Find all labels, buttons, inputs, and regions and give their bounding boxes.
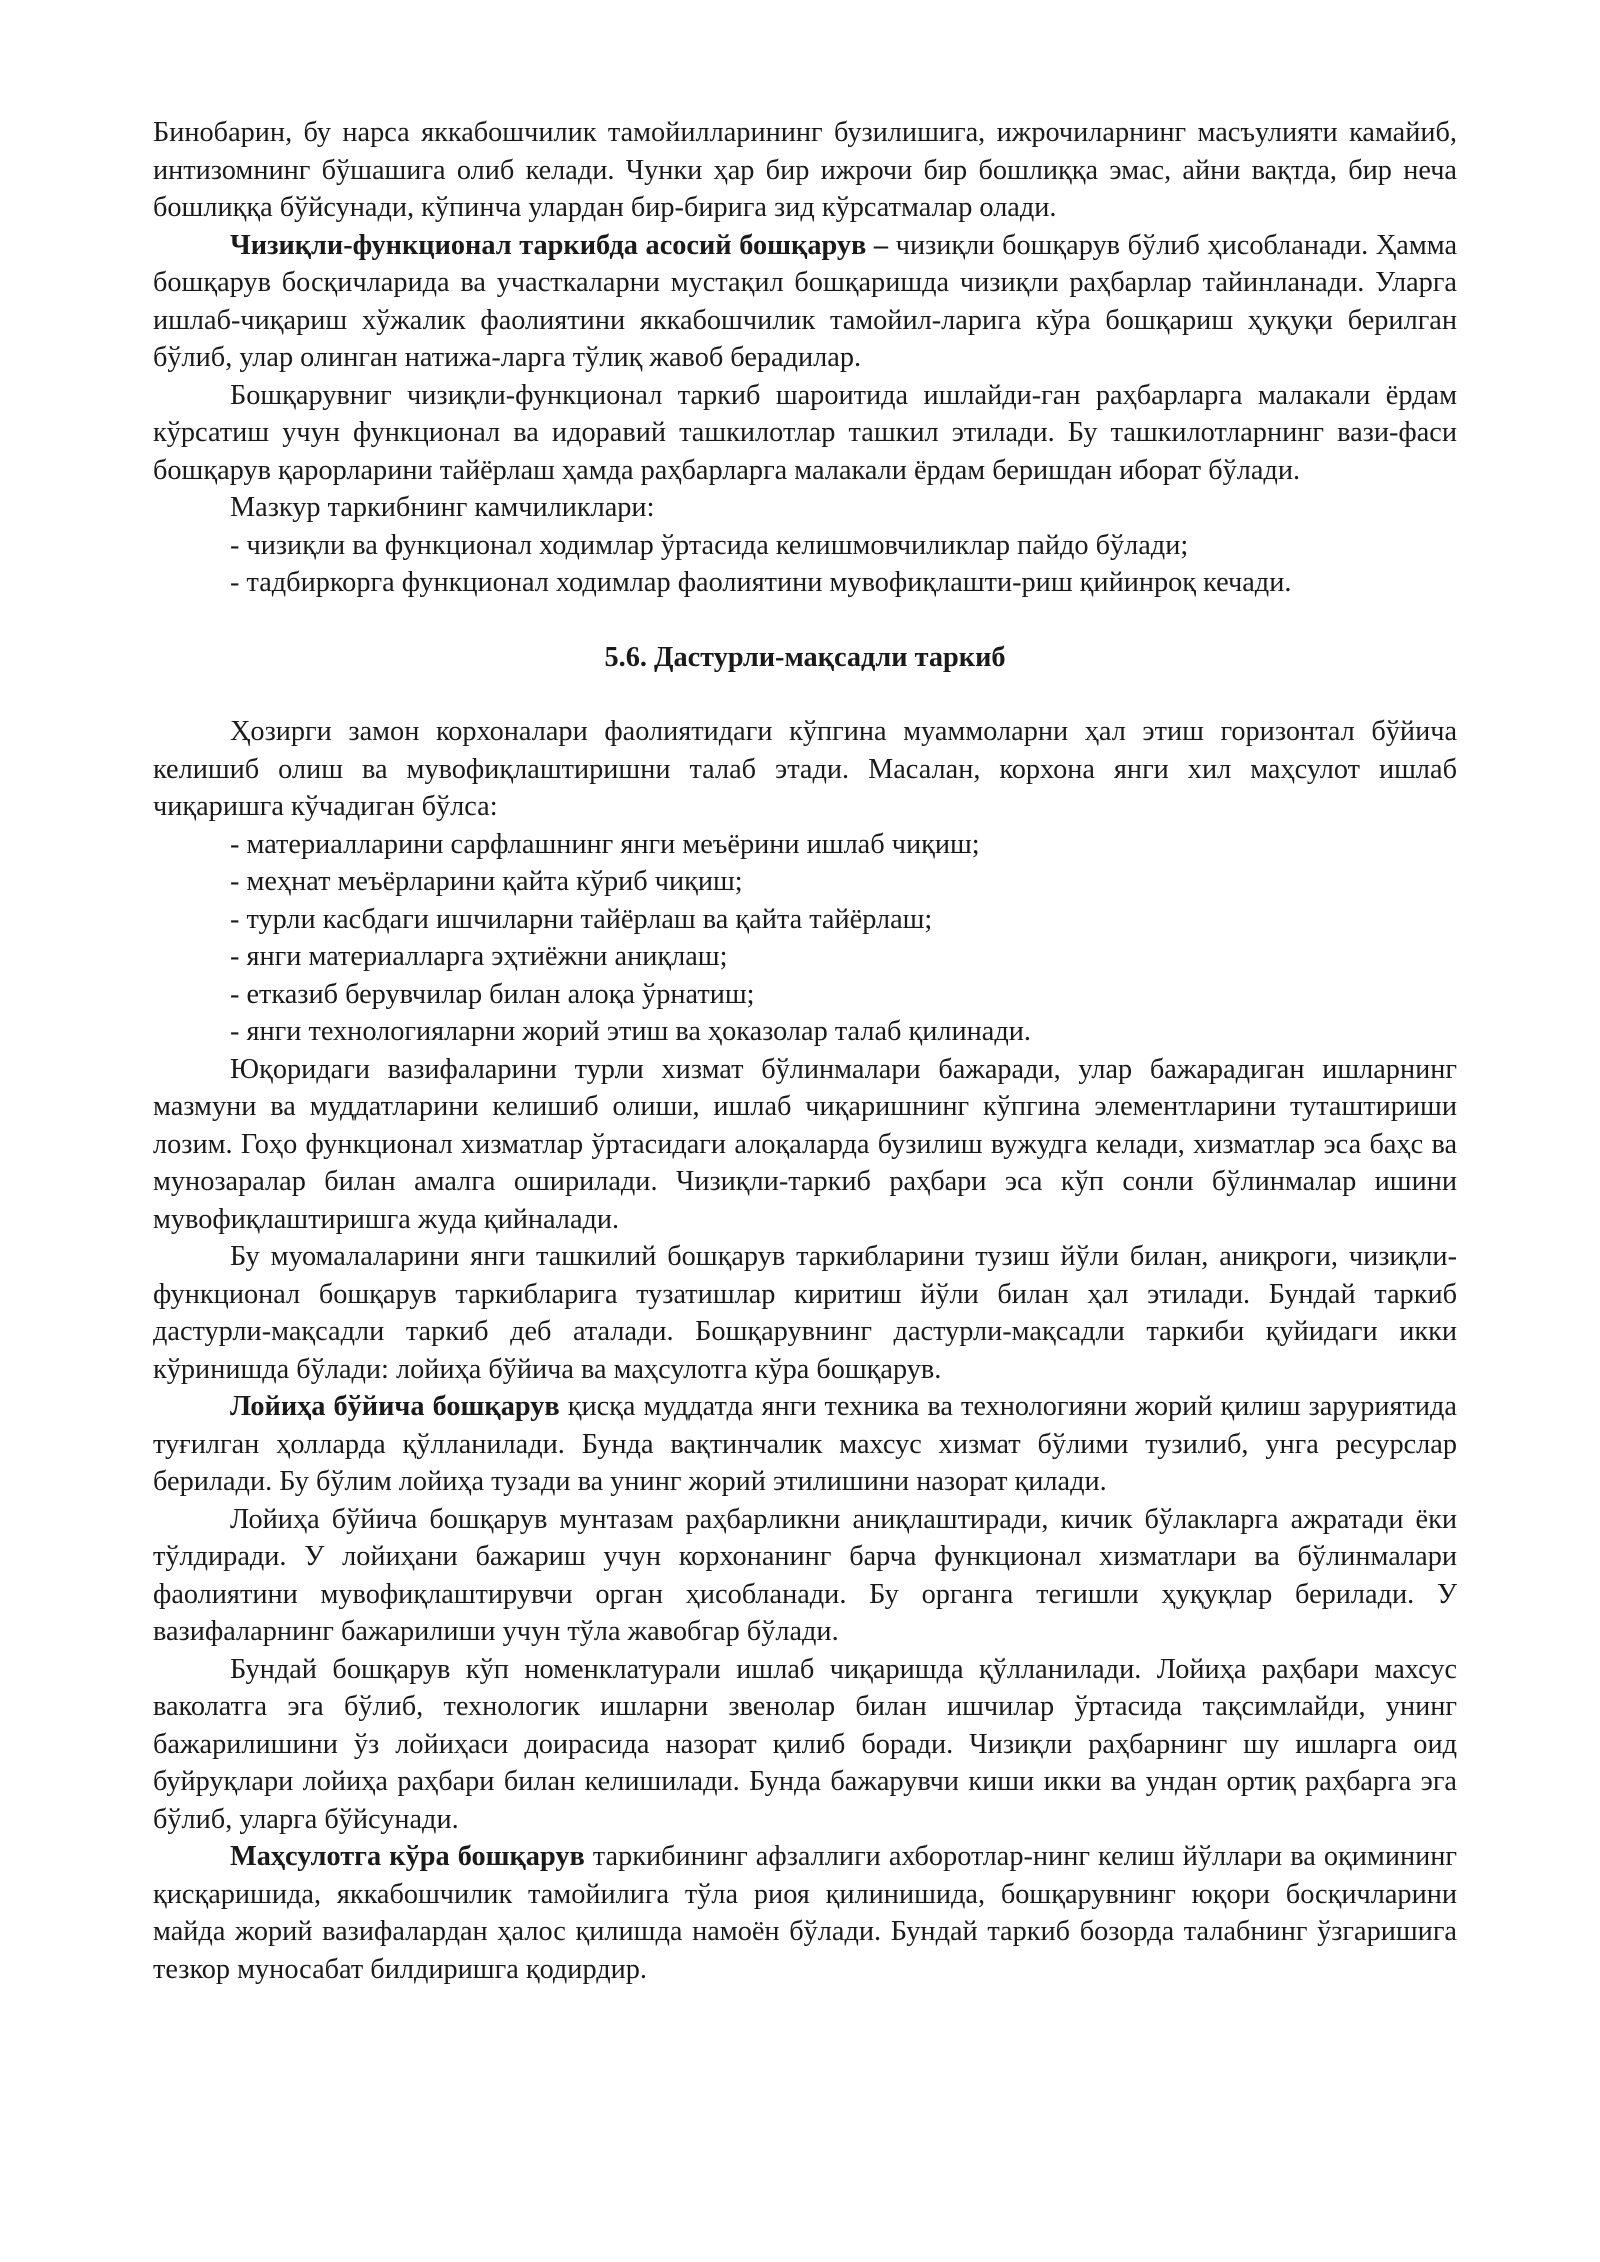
bold-term-linear-functional: Чизиқли-функционал таркибда асосий бошқарув – [230, 229, 889, 261]
paragraph-6: Юқоридаги вазифаларини турли хизмат бўлинмалари бажаради, улар бажарадиган ишларнинг мазмуни ва муддатларини келишиб олиши, ишлаб чиқаришнинг кўпгина элементларини туташтириши лозим. Гоҳо функционал хизматлар ўртасидаги алоқаларда бузилиш вужудга келади, хизматлар эса баҳс ва мунозаралар билан амалга оширилади. Чизиқли-таркиб раҳбари эса кўп сонли бўлинмалар ишини мувофиқлаштиришга жуда қийналади. [153, 1053, 1457, 1235]
paragraph-4: Мазкур таркибнинг камчиликлари: [230, 492, 655, 523]
spacer [153, 676, 1457, 713]
list-item: - янги технологияларни жорий этиш ва ҳоказолар талаб қилинади. [230, 1016, 1031, 1047]
paragraph-2-text: чизиқли бошқарув бўлиб ҳисобланади. Ҳамма бошқарув босқичларида ва участкаларни мустақил бошқаришда чизиқли раҳбарлар тайинланади. Уларга ишлаб-чиқариш хўжалик фаолиятини яккабошчилик тамойил-ларига кўра бошқариш ҳуқуқи берилган бўлиб, улар олинган натижа-ларга тўлиқ жавоб берадилар. [153, 229, 1458, 373]
paragraph-3: Бошқарувниг чизиқли-функционал таркиб шароитида ишлайди-ган раҳбарларга малакали ёрдам кўрсатиш учун функционал ва идоравий ташкилотлар ташкил этилади. Бу ташкилотларнинг вази-фаси бошқарув қарорларини тайёрлаш ҳамда раҳбарларга малакали ёрдам беришдан иборат бўлади. [153, 379, 1457, 486]
list-item: - меҳнат меъёрларини қайта кўриб чиқиш; [230, 866, 743, 897]
spacer [153, 602, 1457, 639]
bold-term-product-management: Маҳсулотга кўра бошқарув [230, 1841, 585, 1872]
paragraph-9: Лойиҳа бўйича бошқарув мунтазам раҳбарликни аниқлаштиради, кичик бўлакларга ажратади ёки тўлдиради. У лойиҳани бажариш учун корхонанинг барча функционал хизматлари ва бўлинмалари фаолиятини мувофиқлаштирувчи орган ҳисобланади. Бу органга тегишли ҳуқуқлар берилади. У вазифаларнинг бажарилиши учун тўла жавобгар бўлади. [153, 1503, 1457, 1647]
paragraph-5: Ҳозирги замон корхоналари фаолиятидаги кўпгина муаммоларни ҳал этиш горизонтал бўйича келишиб олиш ва мувофиқлаштиришни талаб этади. Масалан, корхона янги хил маҳсулот ишлаб чиқаришга кўчадиган бўлса: [153, 716, 1457, 822]
paragraph-1: Бинобарин, бу нарса яккабошчилик тамойилларининг бузилишига, ижрочиларнинг масъулияти камайиб, интизомнинг бўшашига олиб келади. Чунки ҳар бир ижрочи бир бошлиққа эмас, айни вақтда, бир неча бошлиққа бўйсунади, кўпинча улардан бир-бирига зид кўрсатмалар олади. [153, 117, 1457, 223]
list-item: - чизиқли ва функционал ходимлар ўртасида келишмовчиликлар пайдо бўлади; [230, 529, 1189, 561]
paragraph-11 [153, 1838, 1457, 1988]
list-item: - тадбиркорга функционал ходимлар фаолиятини мувофиқлашти-риш қийинроқ кечади. [230, 567, 1292, 598]
paragraph-11-text: таркибининг афзаллиги ахборотлар-нинг келиш йўллари ва оқимининг қисқаришида, яккабошчилик тамойилига тўла риоя қилинишида, бошқарувнинг юқори босқичларини майда жорий вазифалардан ҳалос қилишда намоён бўлади. Бундай таркиб бозорда талабнинг ўзгаришига тезкор муносабат билдиришга қодирдир. [153, 1841, 1457, 1985]
list-item: - турли касбдаги ишчиларни тайёрлаш ва қайта тайёрлаш; [230, 903, 933, 935]
list-item: - етказиб берувчилар билан алоқа ўрнатиш; [230, 978, 755, 1010]
bold-term-project-management: Лойиҳа бўйича бошқарув [230, 1391, 560, 1422]
document-page [153, 114, 1457, 1988]
paragraph-10: Бундай бошқарув кўп номенклатурали ишлаб чиқаришда қўлланилади. Лойиҳа раҳбари махсус ваколатга эга бўлиб, технологик ишларни звенолар билан ишчилар ўртасида тақсимлайди, унинг бажарилишини ўз лойиҳаси доирасида назорат қилиб боради. Чизиқли раҳбарнинг шу ишларга оид буйруқлари лойиҳа раҳбари билан келишилади. Бунда бажарувчи киши икки ва ундан ортиқ раҳбарга эга бўлиб, уларга бўйсунади. [153, 1653, 1457, 1835]
list-item: - янги материалларга эҳтиёжни аниқлаш; [230, 941, 728, 972]
section-heading: 5.6. Дастурли-мақсадли таркиб [604, 641, 1006, 673]
paragraph-8 [153, 1388, 1457, 1501]
paragraph-2 [153, 227, 1457, 377]
paragraph-8-text: қисқа муддатда янги техника ва технологияни жорий қилиш заруриятида туғилган ҳолларда қўлланилади. Бунда вақтинчалик махсус хизмат бўлими тузилиб, унга ресурслар берилади. Бу бўлим лойиҳа тузади ва унинг жорий этилишини назорат қилади. [153, 1391, 1457, 1497]
list-item: - материалларини сарфлашнинг янги меъёрини ишлаб чиқиш; [230, 828, 980, 860]
paragraph-7: Бу муомалаларини янги ташкилий бошқарув таркибларини тузиш йўли билан, аниқроги, чизиқли-функционал бошқарув таркибларига тузатишлар киритиш йўли билан ҳал этилади. Бундай таркиб дастурли-мақсадли таркиб деб аталади. Бошқарувнинг дастурли-мақсадли таркиби қуйидаги икки кўринишда бўлади: лойиҳа бўйича ва маҳсулотга кўра бошқарув. [153, 1241, 1457, 1385]
